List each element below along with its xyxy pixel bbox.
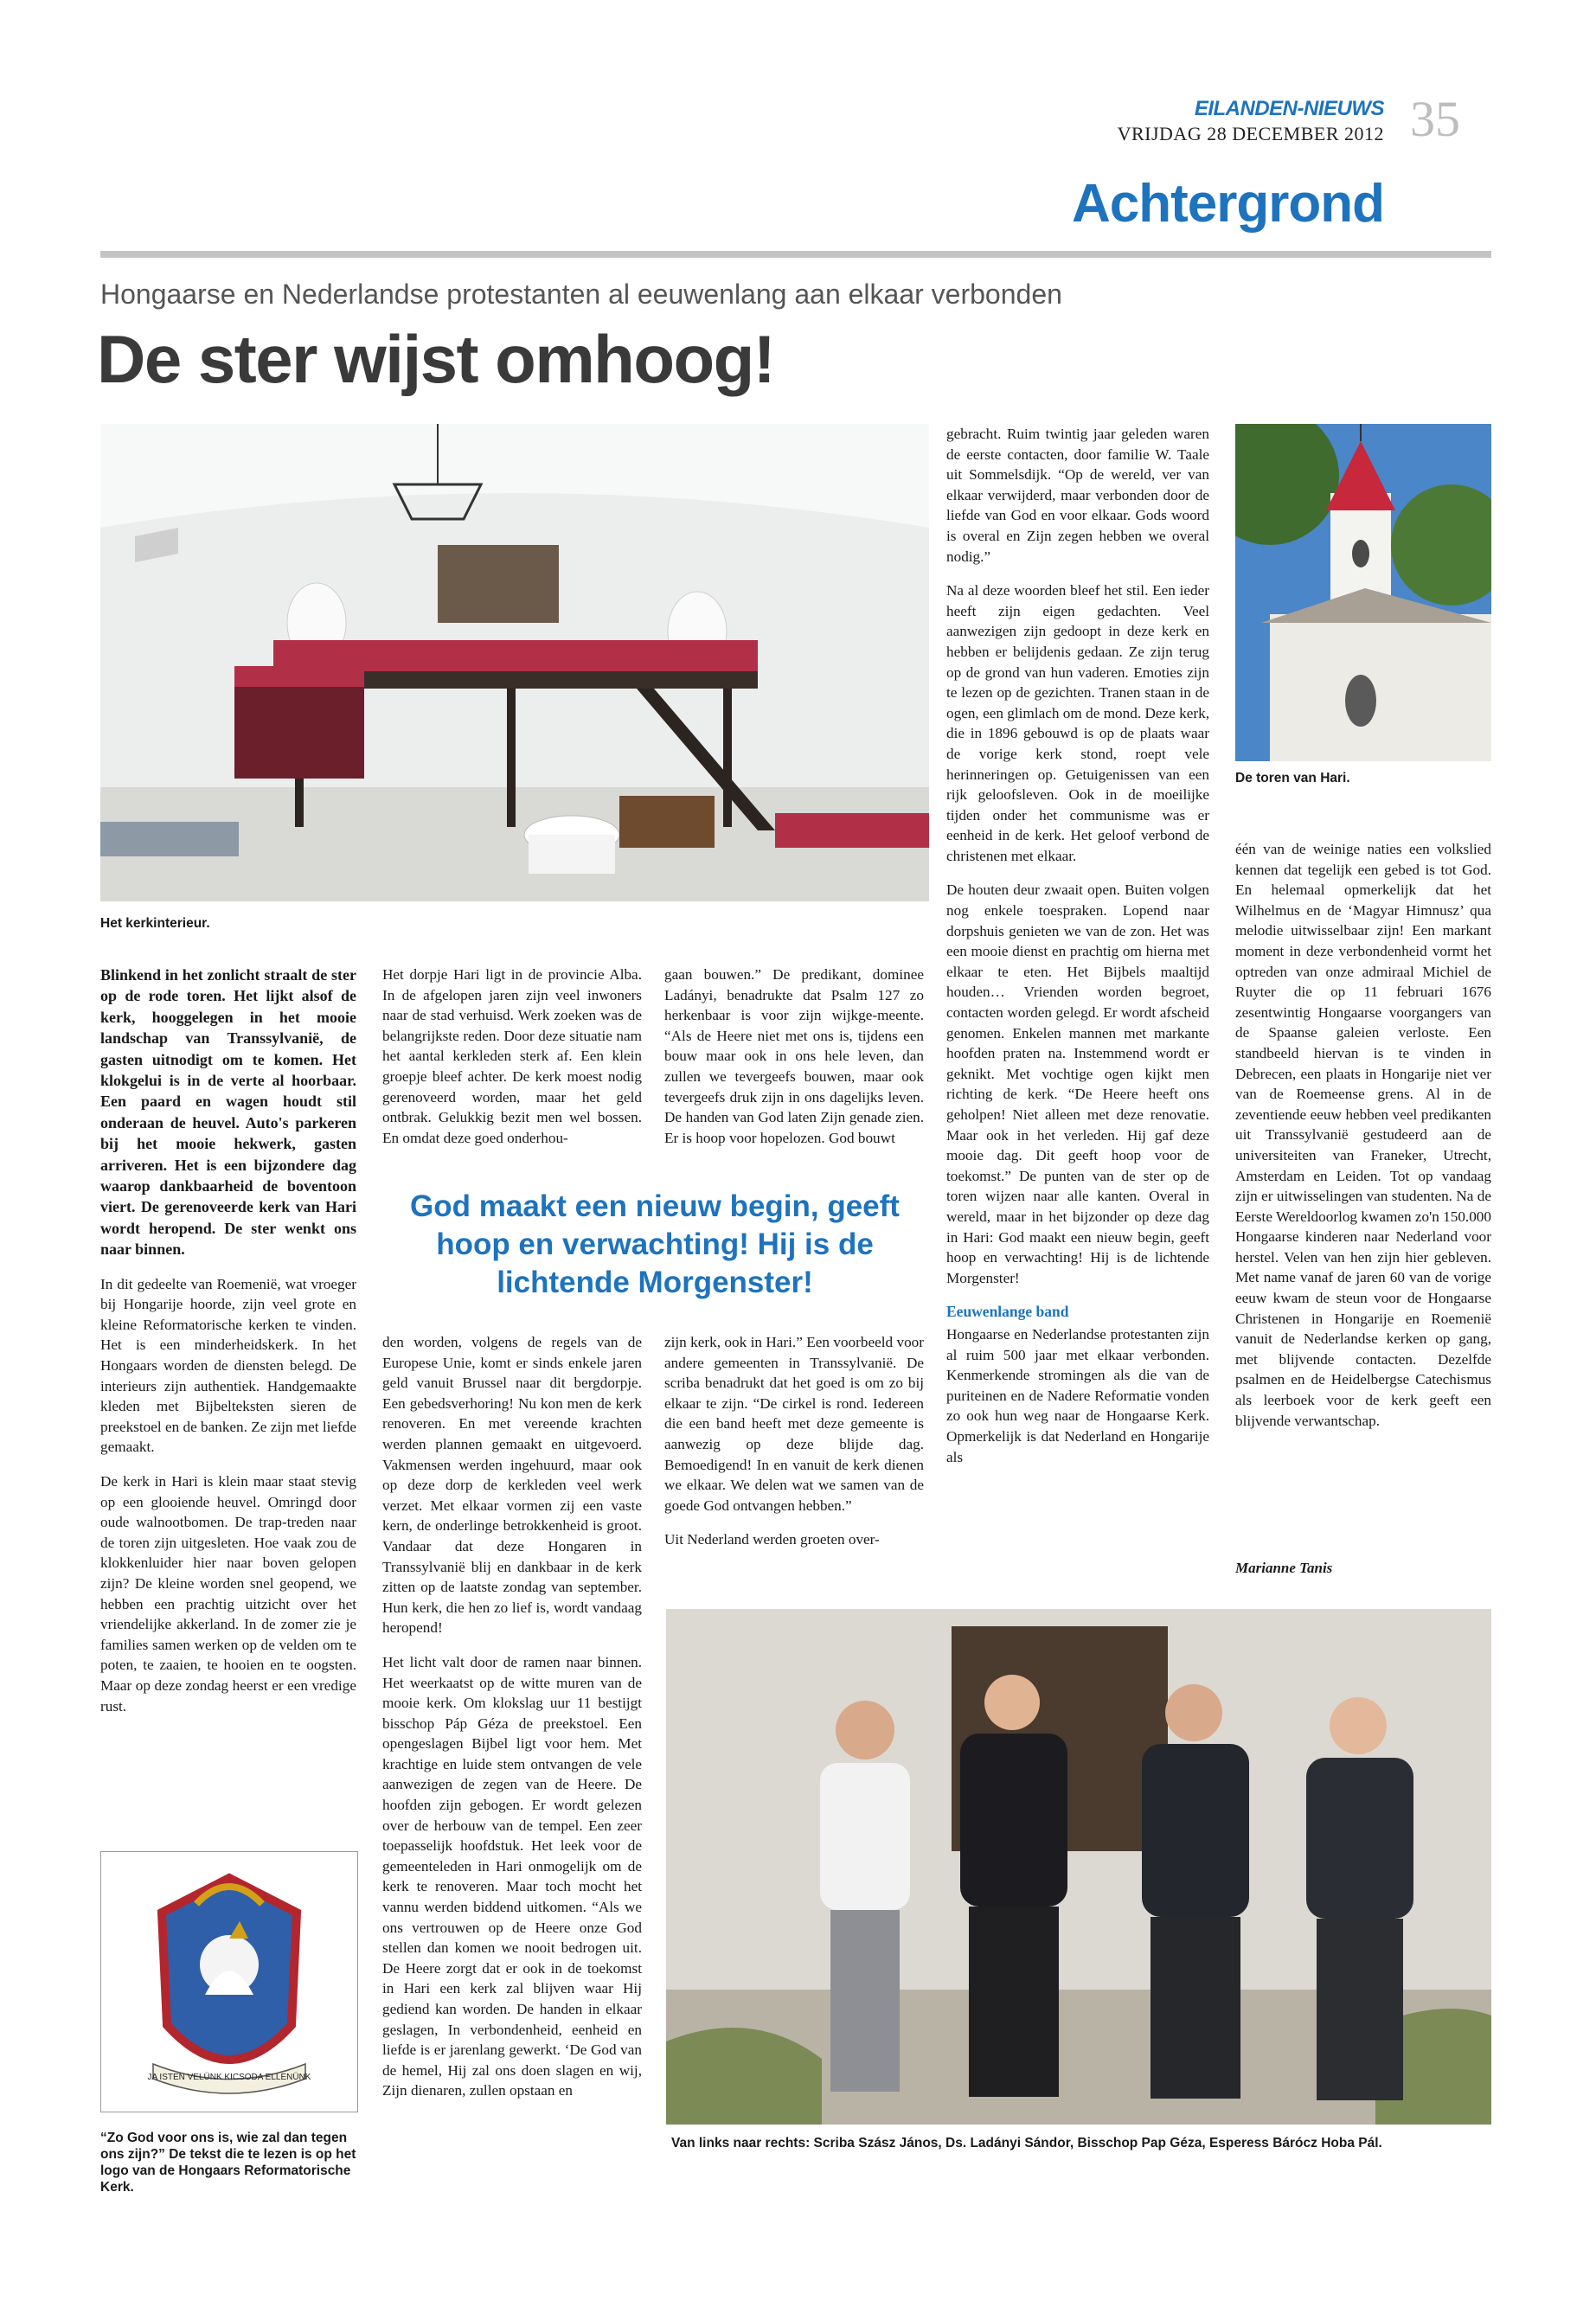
church-interior-photo — [100, 424, 929, 901]
caption-logo: “Zo God voor ons is, wie zal dan tegen ons zijn?” De tekst die te lezen is op het logo van de Hongaars Reformatorische Kerk. — [100, 2131, 356, 2195]
page-number: 35 — [1410, 91, 1460, 147]
article-headline: De ster wijst omhoog! — [97, 321, 775, 397]
group-photo — [666, 1609, 1491, 2125]
col2-paragraph: Het dorpje Hari ligt in de provincie Alba. In de afgelopen jaren zijn veel inwoners naar de stad verhuisd. Werk zoeken was de belangrijkste reden. Door deze situatie nam het aantal kerkleden sterk af. Een klein groepje bleef achter. De kerk moest nodig gerenoveerd worden, maar het geld ontbrak. Gelukkig bezit men wel bossen. En omdat deze goed onderhou- — [382, 966, 642, 1146]
column-2 — [382, 1332, 642, 2115]
column-5 — [1235, 839, 1491, 1445]
col4-paragraph: De houten deur zwaait open. Buiten volgen nog enkele toespraken. Lopend naar dorpshuis genieten we van de zon. Het was een mooie dienst en prachtig om hierna met elkaar te eten. Het Bijbels maaltijd houden… Vrienden worden begroet, contacten worden gelegd. Er wordt afscheid genomen. Enkelen mannen met markante hoofden praten na. Instemmend wordt er geknikt. Met vochtige ogen kijkt men richting de kerk. “De Heere heeft ons geholpen! Niet alleen met deze renovatie. Maar ook in het verleden. Hij gaf deze mooie dag. Dit geeft hoop voor de toekomst.” De punten van de ster op de toren wijzen naar alle kanten. Overal in wereld, maar in het bijzonder op deze dag in Hari: God maakt een nieuw begin, geeft hoop en verwachting! Hij is de lichtende Morgenster! — [946, 881, 1209, 1286]
subheading: Eeuwenlange band — [946, 1303, 1069, 1321]
issue-date: VRIJDAG 28 DECEMBER 2012 — [1117, 123, 1384, 144]
column-4 — [946, 424, 1209, 1467]
caption-group: Van links naar rechts: Scriba Szász János, Ds. Ladányi Sándor, Bisschop Pap Géza, Esperess Bárócz Hoba Pál. — [671, 2136, 1382, 2150]
article-lead: Blinkend in het zonlicht straalt de ster op de rode toren. Het lijkt alsof de kerk, hooggelegen in het mooie landschap van Transsylvanië, de gasten uitnodigt om te komen. Het klokgelui is in de verte al hoorbaar. Een paard en wagen houdt stil onderaan de heuvel. Auto's parkeren bij het mooie hekwerk, gasten arriveren. Het is een bijzondere dag waarop dankbaarheid de boventoon viert. De gerenoveerde kerk van Hari wordt heropend. De ster wenkt ons naar binnen. — [100, 966, 356, 1259]
col2-paragraph: Het licht valt door de ramen naar binnen. Het weerkaatst op de witte muren van de mooie kerk. Om klokslag uur 11 bestijgt bisschop Páp Géza de preekstoel. Een opengeslagen Bijbel ligt voor hem. Met krachtige en luide stem ontvangen de vele aanwezigen de zegen van de Heere. De hoofden zijn gebogen. Er wordt gelezen over de herbouw van de tempel. Een zeer toepasselijk hoofdstuk. Het leek voor de gemeenteleden in Hari onmogelijk om de kerk te renoveren. Maar toch mocht het vannu werden biddend uitkomen. “Als we ons vertrouwen op de Heere onze God stellen dan komen we nooit bedrogen uit. De Heere zorgt dat er ook in de toekomst in Hari een kerk zal blijven waar Hij gediend kan worden. De handen in elkaar geslagen, In verbondenheid, eenheid en liefde is er jarenlang gewerkt. ‘De God van de hemel, Hij zal ons doen slagen en wij, Zijn dienaren, zullen opstaan en — [382, 1653, 642, 2099]
col2-paragraph: den worden, volgens de regels van de Europese Unie, komt er sinds enkele jaren geld vanuit Brussel naar dit bergdorpje. Een gebedsverhoring! Nu kon men de kerk renoveren. En met vereende krachten werden plannen gemaakt en uitgevoerd. Vakmensen werden ingehuurd, maar ook op deze dorp de kerkleden veel werk verzet. Met elkaar vormen zij een vaste kern, de onderlinge betrokkenheid is groot. Vandaar dat deze Hongaren in Transsylvanië blij en dankbaar in de kerk zitten op de laatste zondag van september. Hun kerk, die hen zo lief is, wordt vandaag heropend! — [382, 1334, 642, 1637]
section-title: Achtergrond — [1072, 174, 1384, 234]
logo-ribbon-text: JA ISTEN VELÜNK KICSODA ELLENÜNK — [147, 2073, 311, 2082]
paper-name: EILANDEN-NIEUWS — [1194, 97, 1384, 120]
col3-paragraph: zijn kerk, ook in Hari.” Een voorbeeld voor andere gemeenten in Transsylvanië. De scriba benadrukt dat het goed is om zo bij elkaar te zijn. “De cirkel is rond. Iedereen die een band heeft met deze gemeente is aanwezig op deze blijde dag. Bemoedigend! In en vanuit de kerk dienen we elkaar. We delen wat we samen van de goede God ontvangen hebben.” — [664, 1334, 924, 1514]
caption-tower: De toren van Hari. — [1235, 771, 1350, 785]
col4-paragraph: gebracht. Ruim twintig jaar geleden waren de eerste contacten, door familie W. Taale uit Sommelsdijk. “Op de wereld, ver van elkaar verwijderd, maar verbonden door de liefde van God en voor elkaar. Gods woord is overal en Zijn zegen hebben we overal nodig.” — [946, 426, 1209, 565]
byline: Marianne Tanis — [1235, 1560, 1333, 1576]
column-3-top — [664, 965, 924, 1162]
col3-paragraph: Uit Nederland werden groeten over- — [664, 1531, 880, 1548]
col5-paragraph: één van de weinige naties een volkslied kennen dat tegelijk een gebed is tot God. En helemaal opmerkelijk dat het Wilhelmus en de ‘Magyar Himnusz’ qua melodie uitwisselbaar zijn! Een markant moment in deze verbondenheid vormt het optreden van onze admiraal Michiel de Ruyter die op 11 februari 1676 zesentwintig Hongaarse voorgangers van de Spaanse galeien verloste. Een standbeeld hiervan is te vinden in Debrecen, een plaats in Hongarije niet ver van de Roemeense grens. Al in de zeventiende eeuw hebben veel predikanten uit Transsylvanië gestudeerd aan de universiteiten van Franeker, Utrecht, Amsterdam en Leiden. Tot op vandaag zijn er uitwisselingen van studenten. Na de Eerste Wereldoorlog kwamen zo'n 150.000 Hongaarse kinderen naar Nederland voor herstel. Velen van hen zijn hier gebleven. Met name vanaf de jaren 60 van de vorige eeuw kwam de steun voor de Hongaarse Christenen in Hongarije en Roemenië vanuit de Nederlandse kerken op gang, met blijvende contacten. Dezelfde psalmen en de Heidelbergse Catechismus als leerboek voor de kerk geeft een blijvende verwantschap. — [1235, 841, 1491, 1429]
column-1 — [100, 965, 356, 1730]
church-tower-photo — [1235, 424, 1491, 761]
column-3 — [664, 1332, 924, 1564]
col4-paragraph: Na al deze woorden bleef het stil. Een ieder heeft zijn eigen gedachten. Veel aanwezigen zijn gedoopt in deze kerk en hebben er belijdenis gedaan. Ze zijn terug op de grond van hun vaderen. Emoties zijn te lezen op de gezichten. Tranen staan in de ogen, een glimlach om de mond. Deze kerk, die in 1896 gebouwd is op de plaats waar de vorige kerk stond, roept vele herinneringen op. Getuigenissen van een rijk geloofsleven. Ook in de moeilijke tijden onder het communisme was er eenheid in de kerk. Het geloof verbond de christenen met elkaar. — [946, 582, 1209, 864]
col3-paragraph: gaan bouwen.” De predikant, dominee Ladányi, benadrukte dat Psalm 127 zo herkenbaar is voor zijn wijkge-meente. “Als de Heere niet met ons is, tijdens een bouw maar ook in ons hele leven, dan zullen we tevergeefs bouwen, maar ook tevergeefs druk zijn in ons dagelijks leven. De handen van God laten Zijn genade zien. Er is hoop voor hopelozen. God bouwt — [664, 966, 924, 1146]
col1-paragraph: De kerk in Hari is klein maar staat stevig op een glooiende heuvel. Omringd door oude walnootbomen. De trap-treden naar de toren zijn uitgesleten. Hoe vaak zou de klokkenluider hier naar boven gelopen zijn? De kleine worden snel geopend, we hebben een prachtig uitzicht over het vriendelijke akkerland. In de zomer zie je families samen werken op de velden om te poten, te zaaien, te hooien en te oogsten. Maar op deze zondag heerst er een vredige rust. — [100, 1473, 356, 1715]
article-kicker: Hongaarse en Nederlandse protestanten al eeuwenlang aan elkaar verbonden — [100, 279, 1062, 310]
caption-interior: Het kerkinterieur. — [100, 916, 210, 931]
col4-paragraph: Hongaarse en Nederlandse protestanten zijn al ruim 500 jaar met elkaar verbonden. Kenmerkende stromingen als die van de puriteinen en de Nadere Reformatie vonden zo ook hun weg naar de Hongaarse Kerk. Opmerkelijk is dat Nederland en Hongarije als — [946, 1325, 1209, 1465]
church-logo — [100, 1851, 358, 2112]
section-rule — [100, 251, 1491, 258]
col1-paragraph: In dit gedeelte van Roemenië, wat vroeger bij Hongarije hoorde, zijn veel grote en kleine Reformatorische kerken te vinden. Het is een minderheidskerk. In het Hongaars worden de diensten belegd. De interieurs zijn authentiek. Handgemaakte kleden met Bijbelteksten sieren de preekstoel en de banken. Ze zijn met liefde gemaakt. — [100, 1275, 356, 1456]
column-2-top — [382, 965, 642, 1162]
pull-quote: God maakt een nieuw begin, geeft hoop en verwachting! Hij is de lichtende Morgenster! — [410, 1189, 900, 1299]
